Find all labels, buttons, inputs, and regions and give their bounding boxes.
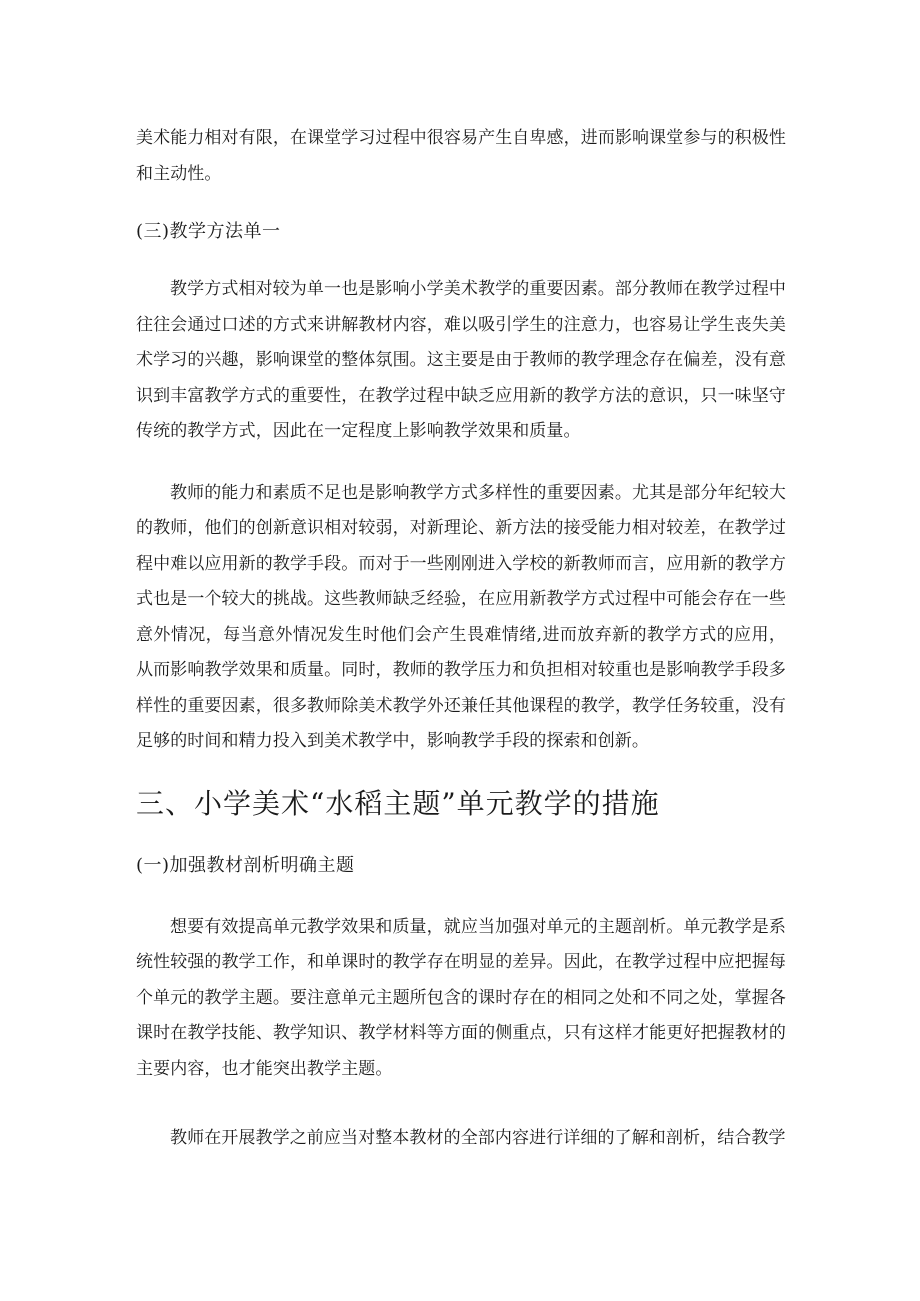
section-heading-measures: 三、小学美术“水稻主题”单元教学的措施 (136, 786, 660, 820)
paragraph-teacher-ability: 教师的能力和素质不足也是影响教学方式多样性的重要因素。尤其是部分年纪较大的教师，他们的创新意识相对较弱，对新理论、新方法的接受能力相对较差，在教学过程中难以应用新的教学手段。而对于一些刚刚进入学校的新教师而言，应用新的教学方式也是一个较大的挑战。这些教师缺乏经验，在应用新教学方式过程中可能会存在一些意外情况，每当意外情况发生时他们会产生畏难情绪,进而放弃新的教学方式的应用，从而影响教学效果和质量。同时，教师的教学压力和负担相对较重也是影响教学手段多样性的重要因素，很多教师除美术教学外还兼任其他课程的教学，教学任务较重，没有足够的时间和精力投入到美术教学中，影响教学手段的探索和创新。 (136, 482, 786, 751)
subsection-heading-teaching-method: (三)教学方法单一 (136, 221, 281, 242)
paragraph-continued: 美术能力相对有限，在课堂学习过程中很容易产生自卑感，进而影响课堂参与的积极性和主动性。 (136, 128, 786, 184)
paragraph-unit-theme: 想要有效提高单元教学效果和质量，就应当加强对单元的主题剖析。单元教学是系统性较强的教学工作，和单课时的教学存在明显的差异。因此，在教学过程中应把握每个单元的教学主题。要注意单元主题所包含的课时存在的相同之处和不同之处，掌握各课时在教学技能、教学知识、教学材料等方面的侧重点，只有这样才能更好把握教材的主要内容，也才能突出教学主题。 (136, 916, 786, 1079)
paragraph-teaching-method-single: 教学方式相对较为单一也是影响小学美术教学的重要因素。部分教师在教学过程中往往会通过口述的方式来讲解教材内容，难以吸引学生的注意力，也容易让学生丧失美术学习的兴趣，影响课堂的整体氛围。这主要是由于教师的教学理念存在偏差，没有意识到丰富教学方式的重要性，在教学过程中缺乏应用新的教学方法的意识，只一味坚守传统的教学方式，因此在一定程度上影响教学效果和质量。 (136, 279, 786, 441)
subsection-heading-textbook-analysis: (一)加强教材剖析明确主题 (136, 854, 355, 876)
document-body (136, 121, 786, 1157)
paragraph-textbook-study: 教师在开展教学之前应当对整本教材的全部内容进行详细的了解和剖析，结合教学 (170, 1128, 786, 1148)
